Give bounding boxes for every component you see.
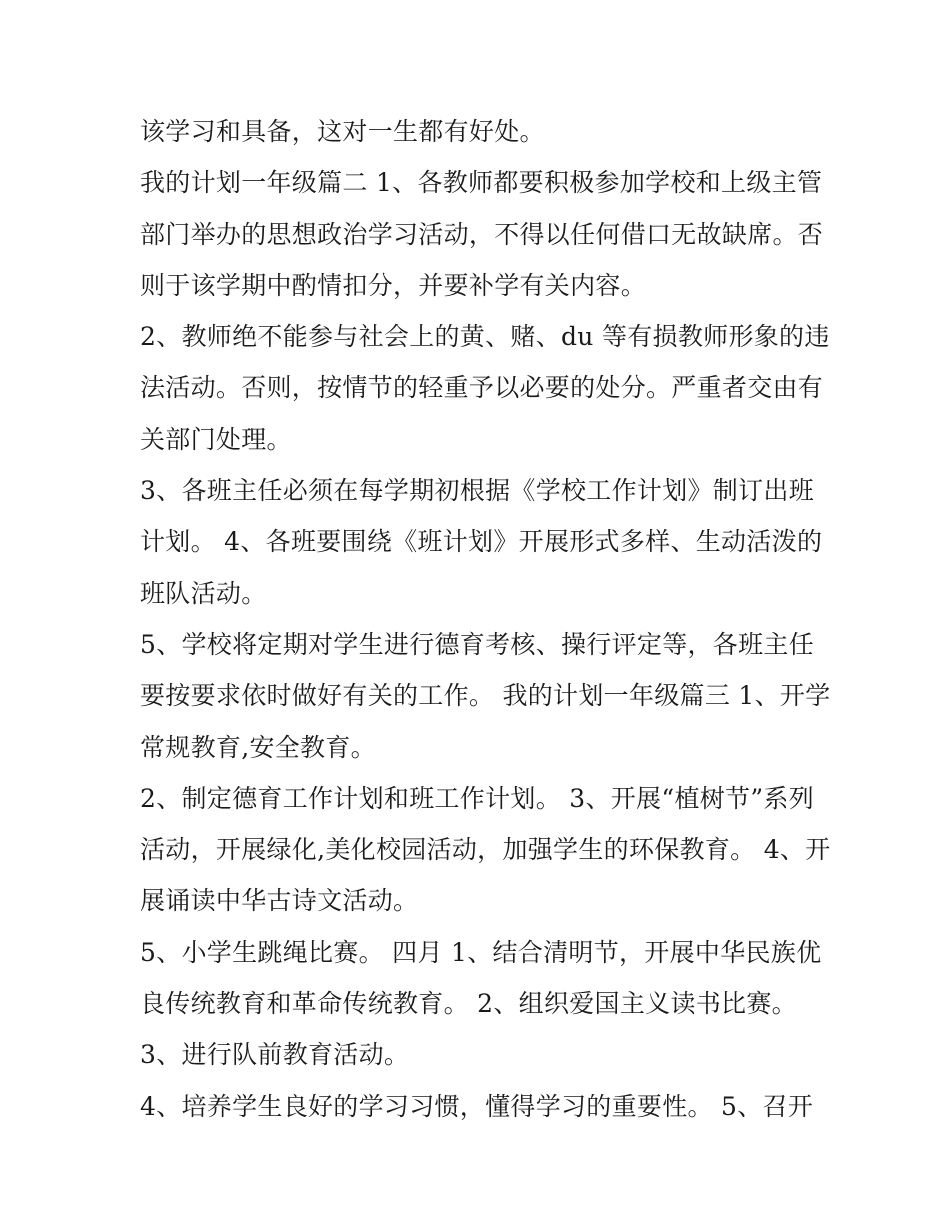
text-line-18: 良传统教育和革命传统教育。 2、组织爱国主义读书比赛。 bbox=[140, 989, 797, 1019]
text-line-3: 部门举办的思想政治学习活动，不得以任何借口无故缺席。否 bbox=[140, 219, 824, 249]
body-text bbox=[140, 106, 831, 1132]
text-line-8: 3、各班主任必须在每学期初根据《学校工作计划》制订出班 bbox=[140, 476, 815, 506]
text-line-4: 则于该学期中酌情扣分，并要补学有关内容。 bbox=[140, 270, 647, 300]
text-line-12: 要按要求依时做好有关的工作。 我的计划一年级篇三 1、开学 bbox=[140, 681, 831, 711]
text-line-5: 2、教师绝不能参与社会上的黄、赌、du 等有损教师形象的违 bbox=[140, 322, 830, 352]
text-line-20: 4、培养学生良好的学习习惯，懂得学习的重要性。 5、召开 bbox=[140, 1091, 814, 1121]
text-line-17: 5、小学生跳绳比赛。 四月 1、结合清明节，开展中华民族优 bbox=[140, 937, 822, 967]
text-line-10: 班队活动。 bbox=[140, 578, 267, 608]
text-line-2: 我的计划一年级篇二 1、各教师都要积极参加学校和上级主管 bbox=[140, 168, 823, 198]
text-line-16: 展诵读中华古诗文活动。 bbox=[140, 886, 419, 916]
text-line-19: 3、进行队前教育活动。 bbox=[140, 1040, 410, 1070]
text-line-6: 法活动。否则，按情节的轻重予以必要的处分。严重者交由有 bbox=[140, 373, 824, 403]
text-line-13: 常规教育,安全教育。 bbox=[140, 732, 376, 762]
text-line-11: 5、学校将定期对学生进行德育考核、操行评定等，各班主任 bbox=[140, 629, 815, 659]
text-line-9: 计划。 4、各班要围绕《班计划》开展形式多样、生动活泼的 bbox=[140, 527, 823, 557]
text-line-7: 关部门处理。 bbox=[140, 424, 292, 454]
text-line-15: 活动，开展绿化,美化校园活动，加强学生的环保教育。 4、开 bbox=[140, 835, 831, 865]
text-line-14: 2、制定德育工作计划和班工作计划。 3、开展“植树节”系列 bbox=[140, 783, 815, 813]
text-line-1: 该学习和具备，这对一生都有好处。 bbox=[140, 117, 545, 146]
